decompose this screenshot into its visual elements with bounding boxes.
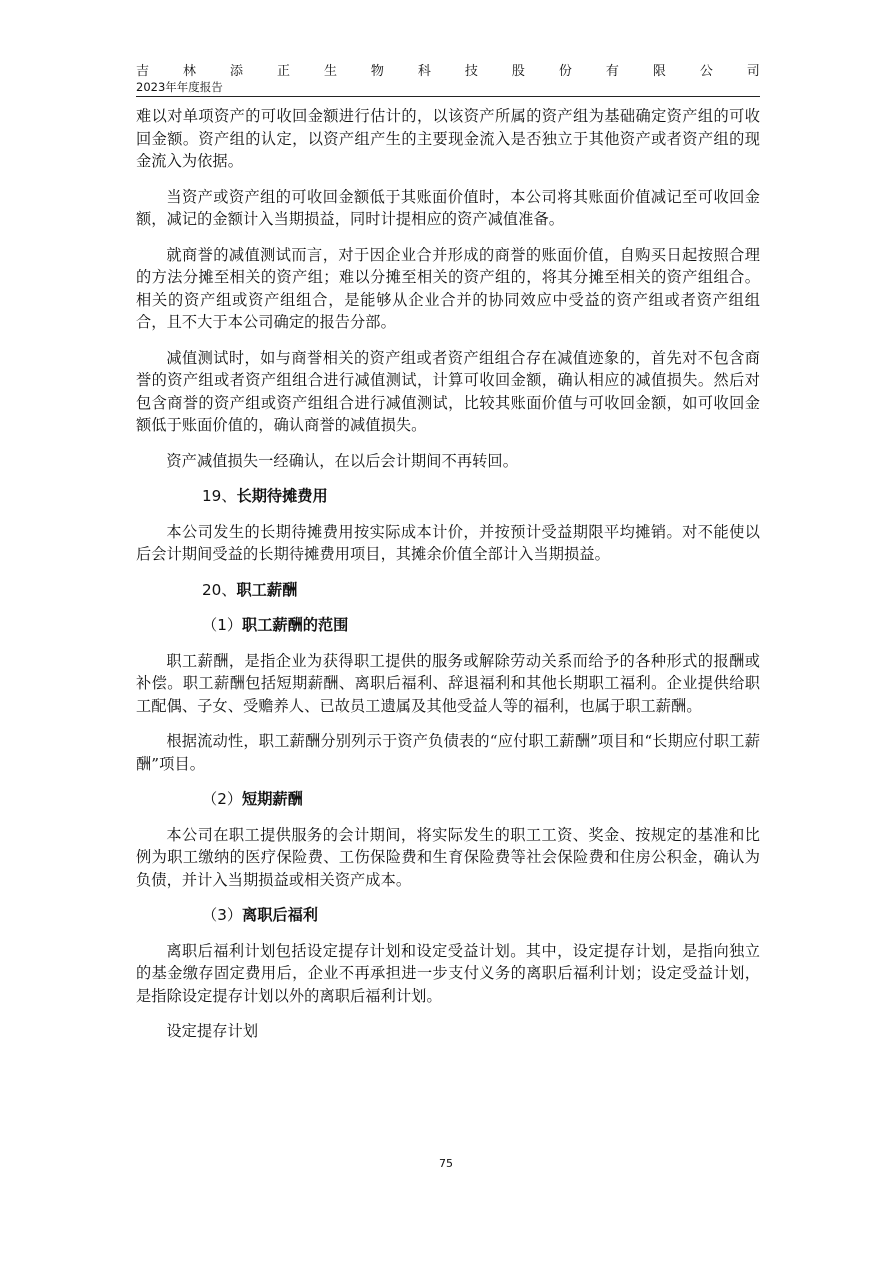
company-char: 正 <box>276 64 290 79</box>
section-number: 19、 <box>202 487 237 505</box>
company-char: 吉 <box>136 64 150 79</box>
document-body <box>136 105 760 1056</box>
company-char: 物 <box>370 64 384 79</box>
report-title: 2023年年度报告 <box>136 80 223 94</box>
company-char: 公 <box>699 64 713 79</box>
page-header <box>136 64 760 97</box>
paragraph: 本公司发生的长期待摊费用按实际成本计价，并按预计受益期限平均摊销。对不能使以后会计期间受益的长期待摊费用项目，其摊余价值全部计入当期损益。 <box>136 522 760 563</box>
company-char: 份 <box>558 64 572 79</box>
company-char: 股 <box>511 64 525 79</box>
company-char: 有 <box>605 64 619 79</box>
company-char: 林 <box>182 64 196 79</box>
company-char: 司 <box>746 64 760 79</box>
company-name <box>136 64 760 80</box>
company-char: 科 <box>417 64 431 79</box>
section-title: 职工薪酬 <box>236 580 298 599</box>
paragraph: 难以对单项资产的可收回金额进行估计的，以该资产所属的资产组为基础确定资产组的可收回金额。资产组的认定，以资产组产生的主要现金流入是否独立于其他资产或者资产组的现金流入为依据。 <box>136 107 760 170</box>
section-heading-19 <box>136 485 760 508</box>
subsection-heading-20-2 <box>136 788 760 811</box>
header-divider <box>136 96 760 97</box>
paragraph: 当资产或资产组的可收回金额低于其账面价值时，本公司将其账面价值减记至可收回金额，减记的金额计入当期损益，同时计提相应的资产减值准备。 <box>136 187 760 228</box>
section-number: 20、 <box>202 580 237 599</box>
paragraph: 就商誉的减值测试而言，对于因企业合并形成的商誉的账面价值，自购买日起按照合理的方法分摊至相关的资产组；难以分摊至相关的资产组的，将其分摊至相关的资产组组合。相关的资产组或资产组组合，是能够从企业合并的协同效应中受益的资产组或者资产组组合，且不大于本公司确定的报告分部。 <box>136 245 760 331</box>
page-number: 75 <box>439 1157 453 1170</box>
subsection-heading-20-3 <box>136 904 760 927</box>
subsection-number: （3） <box>202 906 243 924</box>
paragraph: 设定提存计划 <box>166 1022 259 1040</box>
subsection-title: 离职后福利 <box>242 906 318 924</box>
paragraph: 根据流动性，职工薪酬分别列示于资产负债表的“应付职工薪酬”项目和“长期应付职工薪酬”项目。 <box>136 732 760 773</box>
section-heading-20 <box>136 579 760 602</box>
company-char: 限 <box>652 64 666 79</box>
paragraph: 职工薪酬，是指企业为获得职工提供的服务或解除劳动关系而给予的各种形式的报酬或补偿。职工薪酬包括短期薪酬、离职后福利、辞退福利和其他长期职工福利。企业提供给职工配偶、子女、受赡养人、已故员工遗属及其他受益人等的福利，也属于职工薪酬。 <box>136 651 760 715</box>
subsection-number: （1） <box>202 616 243 634</box>
company-char: 生 <box>323 64 337 79</box>
subsection-title: 短期薪酬 <box>242 790 303 808</box>
paragraph: 离职后福利计划包括设定提存计划和设定受益计划。其中，设定提存计划，是指向独立的基金缴存固定费用后，企业不再承担进一步支付义务的离职后福利计划；设定受益计划，是指除设定提存计划以外的离职后福利计划。 <box>136 941 760 1005</box>
paragraph: 减值测试时，如与商誉相关的资产组或者资产组组合存在减值迹象的，首先对不包含商誉的资产组或者资产组组合进行减值测试，计算可收回金额，确认相应的减值损失。然后对包含商誉的资产组或资产组组合进行减值测试，比较其账面价值与可收回金额，如可收回金额低于账面价值的，确认商誉的减值损失。 <box>136 348 760 434</box>
subsection-heading-20-1 <box>136 614 760 637</box>
paragraph: 本公司在职工提供服务的会计期间，将实际发生的职工工资、奖金、按规定的基准和比例为职工缴纳的医疗保险费、工伤保险费和生育保险费等社会保险费和住房公积金，确认为负债，并计入当期损益或相关资产成本。 <box>136 825 760 889</box>
subsection-title: 职工薪酬的范围 <box>242 616 349 634</box>
company-char: 添 <box>229 64 243 79</box>
paragraph: 资产减值损失一经确认，在以后会计期间不再转回。 <box>166 451 519 470</box>
subsection-number: （2） <box>202 790 243 808</box>
company-char: 技 <box>464 64 478 79</box>
section-title: 长期待摊费用 <box>236 487 328 505</box>
